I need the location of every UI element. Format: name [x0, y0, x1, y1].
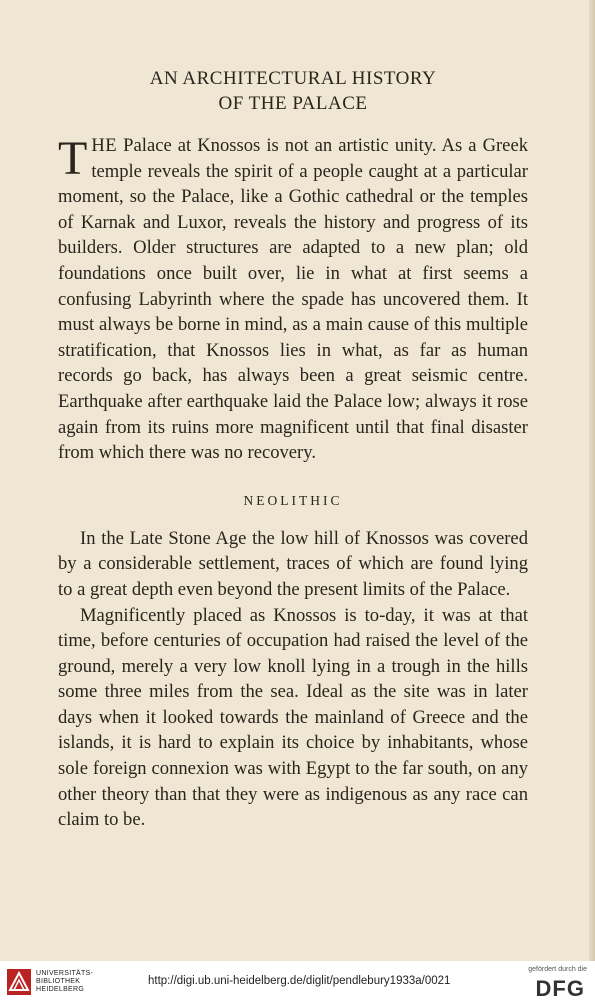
body-paragraph: In the Late Stone Age the low hill of Knossos was covered by a considerable settlement, traces of which are found lying to a great depth even beyond the present limits of the Palace. — [58, 527, 528, 600]
funded-by-label: gefördert durch die — [528, 966, 587, 973]
library-name-line: BIBLIOTHEK — [36, 978, 81, 985]
dfg-logo: DFG — [535, 976, 585, 1001]
source-url-link[interactable]: http://digi.ub.uni-heidelberg.de/diglit/pendlebury1933a/0021 — [148, 975, 451, 987]
chapter-title — [58, 66, 528, 116]
body-paragraph: Magnificently placed as Knossos is to-day, it was at that time, before centuries of occupation had raised the level of the ground, merely a very low knoll lying in a trough in the hills some three miles from the sea. Ideal as the site was in later days when it looked towards the mainland of Greece and the islands, it is hard to explain its choice by inhabitants, whose sole foreign connexion was with Egypt to the far south, on any other theory than that they were as indigenous as any race can claim to be. — [58, 604, 528, 831]
university-library-logo-icon — [6, 968, 32, 996]
library-name-line: UNIVERSITÄTS- — [36, 970, 94, 977]
library-name-line: HEIDELBERG — [36, 986, 85, 993]
chapter-title-line-2: OF THE PALACE — [218, 93, 368, 114]
intro-text: Palace at Knossos is not an artistic unity. As a Greek temple reveals the spirit of a people caught at a particular moment, so the Palace, like a Gothic cathedral or the temples of Karnak and Luxor, reveals the history and progress of its builders. Older structures are adapted to a new plan; old foundations once built over, lie in what at first seems a confusing Labyrinth where the spade has uncovered them. It must always be borne in mind, as a main cause of this multiple stratification, that Knossos lies in what, as far as human records go back, has always been a great seismic centre. Earthquake after earthquake laid the Palace low; always it rose again from its ruins more magnificent until that final disaster from which there was no recovery. — [58, 135, 528, 464]
intro-smallcaps: HE — [91, 135, 118, 156]
chapter-title-line-1: AN ARCHITECTURAL HISTORY — [149, 68, 437, 89]
drop-cap: T — [58, 132, 88, 185]
page-text — [58, 66, 528, 833]
section-heading: NEOLITHIC — [243, 492, 343, 508]
library-name — [36, 970, 93, 994]
intro-paragraph — [58, 133, 528, 466]
digitization-footer — [0, 961, 595, 1002]
